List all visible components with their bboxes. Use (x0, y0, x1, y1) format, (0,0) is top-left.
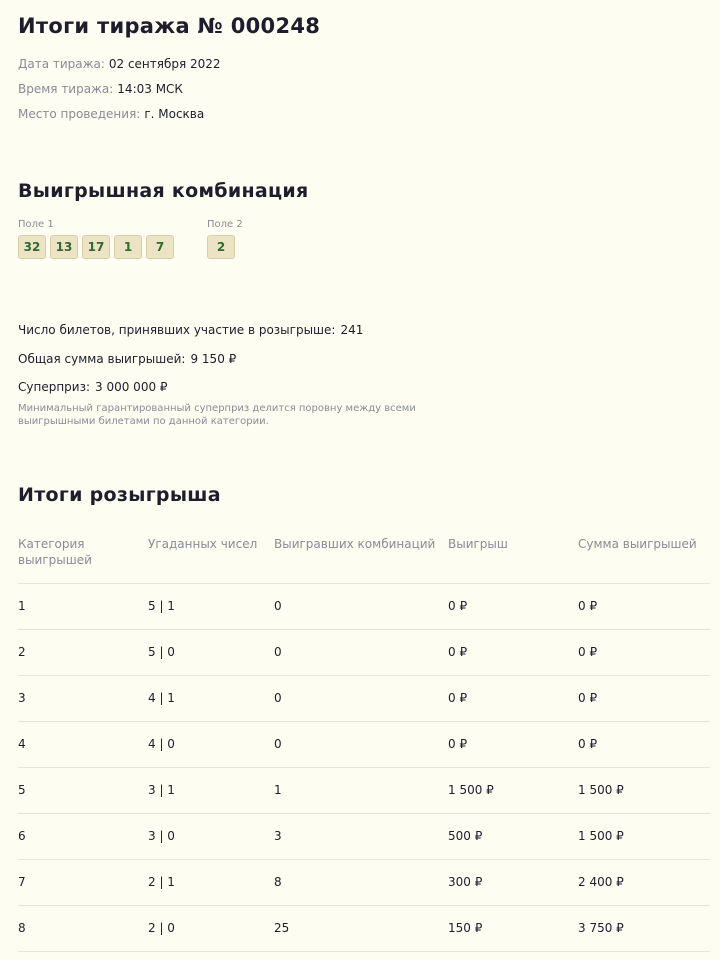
draw-time-value: 14:03 МСК (117, 82, 183, 96)
column-header-guessed: Угаданных чисел (148, 537, 258, 551)
results-title: Итоги розыгрыша (18, 484, 221, 506)
cell-sum: 3 750 ₽ (578, 921, 624, 935)
superprize-note: Минимальный гарантированный суперприз делится поровну между всеми выигрышными билетами по данной категории. (18, 403, 416, 427)
cell-guessed: 3 | 0 (148, 829, 175, 843)
table-row (18, 630, 710, 676)
column-header-combinations: Выигравших комбинаций (274, 537, 436, 551)
cell-prize: 1 500 ₽ (448, 783, 494, 797)
draw-time-row (18, 82, 183, 96)
cell-combinations: 0 (274, 599, 282, 613)
tickets-count-value: 241 (340, 323, 364, 337)
number-ball: 2 (207, 235, 235, 259)
table-row (18, 676, 710, 722)
number-ball: 7 (146, 235, 174, 259)
cell-prize: 0 ₽ (448, 599, 468, 613)
cell-prize: 0 ₽ (448, 737, 468, 751)
column-header-prize: Выигрыш (448, 537, 508, 551)
field-1 (18, 219, 174, 259)
draw-date-value: 02 сентября 2022 (108, 57, 221, 71)
draw-date-label: Дата тиража: (18, 57, 105, 71)
cell-guessed: 5 | 0 (148, 645, 175, 659)
cell-category: 4 (18, 737, 26, 751)
table-row (18, 906, 710, 952)
column-header-category: Категория выигрышей (18, 537, 92, 567)
cell-combinations: 8 (274, 875, 282, 889)
superprize-row (18, 380, 168, 394)
winning-combination-title: Выигрышная комбинация (18, 180, 309, 202)
draw-place-value: г. Москва (144, 107, 205, 121)
field-1-label: Поле 1 (18, 219, 54, 230)
cell-prize: 0 ₽ (448, 691, 468, 705)
draw-place-row (18, 107, 204, 121)
number-ball: 17 (82, 235, 110, 259)
total-winnings-row (18, 352, 236, 366)
draw-place-label: Место проведения: (18, 107, 141, 121)
cell-category: 1 (18, 599, 26, 613)
number-ball: 1 (114, 235, 142, 259)
column-header-sum: Сумма выигрышей (578, 537, 697, 551)
field-2-numbers (207, 235, 243, 259)
cell-prize: 150 ₽ (448, 921, 483, 935)
cell-combinations: 3 (274, 829, 282, 843)
results-table (18, 533, 710, 952)
cell-prize: 0 ₽ (448, 645, 468, 659)
total-winnings-label: Общая сумма выигрышей: (18, 352, 186, 366)
cell-guessed: 2 | 1 (148, 875, 175, 889)
tickets-count-row (18, 323, 363, 337)
cell-sum: 0 ₽ (578, 737, 598, 751)
total-winnings-value: 9 150 ₽ (190, 352, 237, 366)
field-1-numbers (18, 235, 174, 259)
cell-category: 6 (18, 829, 26, 843)
field-2 (207, 219, 243, 259)
cell-combinations: 0 (274, 737, 282, 751)
cell-guessed: 4 | 1 (148, 691, 175, 705)
superprize-value: 3 000 000 ₽ (95, 380, 168, 394)
cell-guessed: 3 | 1 (148, 783, 175, 797)
cell-combinations: 1 (274, 783, 282, 797)
table-row (18, 768, 710, 814)
cell-sum: 1 500 ₽ (578, 829, 624, 843)
cell-combinations: 0 (274, 645, 282, 659)
table-header (18, 533, 710, 584)
cell-prize: 300 ₽ (448, 875, 483, 889)
cell-guessed: 4 | 0 (148, 737, 175, 751)
cell-guessed: 5 | 1 (148, 599, 175, 613)
number-ball: 13 (50, 235, 78, 259)
superprize-label: Суперприз: (18, 380, 91, 394)
cell-category: 3 (18, 691, 26, 705)
cell-prize: 500 ₽ (448, 829, 483, 843)
cell-sum: 0 ₽ (578, 599, 598, 613)
cell-category: 7 (18, 875, 26, 889)
cell-category: 5 (18, 783, 26, 797)
cell-guessed: 2 | 0 (148, 921, 175, 935)
cell-sum: 2 400 ₽ (578, 875, 624, 889)
cell-sum: 1 500 ₽ (578, 783, 624, 797)
tickets-count-label: Число билетов, принявших участие в розыгрыше: (18, 323, 336, 337)
table-row (18, 860, 710, 906)
table-row (18, 722, 710, 768)
cell-combinations: 25 (274, 921, 290, 935)
cell-sum: 0 ₽ (578, 691, 598, 705)
number-ball: 32 (18, 235, 46, 259)
field-2-label: Поле 2 (207, 219, 243, 230)
table-row (18, 584, 710, 630)
cell-category: 2 (18, 645, 26, 659)
draw-time-label: Время тиража: (18, 82, 114, 96)
page-title: Итоги тиража № 000248 (18, 14, 321, 38)
cell-combinations: 0 (274, 691, 282, 705)
draw-date-row (18, 57, 221, 71)
table-row (18, 814, 710, 860)
cell-category: 8 (18, 921, 26, 935)
cell-sum: 0 ₽ (578, 645, 598, 659)
